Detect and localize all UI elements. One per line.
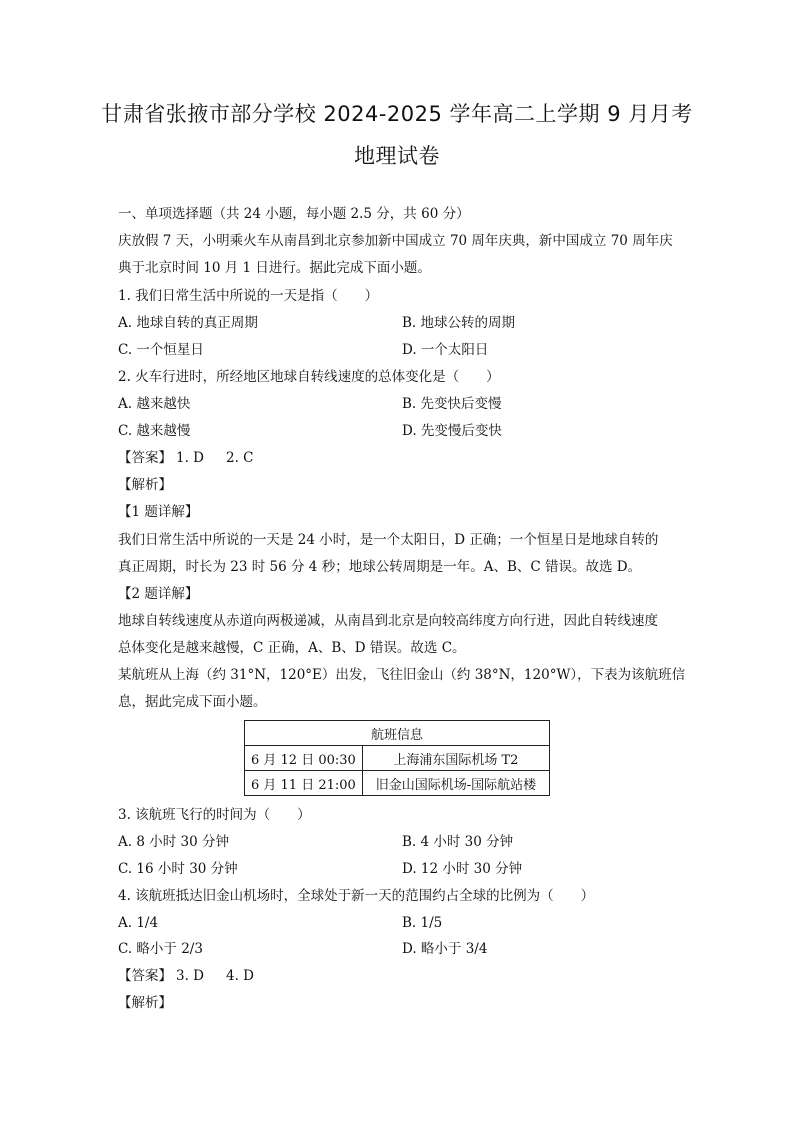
answer-line-2: [118, 967, 262, 985]
question-4-option-c: C. 略小于 2/3: [118, 941, 203, 957]
intro-text-1: 庆放假 7 天，小明乘火车从南昌到北京参加新中国成立 70 周年庆典，新中国成立 70 周年庆: [118, 233, 673, 249]
page-subtitle: 地理试卷: [354, 144, 440, 168]
table-cell-time: 6 月 11 日 21:00: [245, 771, 363, 796]
question-4-option-a: A. 1/4: [118, 915, 159, 931]
question-1-option-b: B. 地球公转的周期: [402, 315, 516, 331]
table-cell-place: 旧金山国际机场-国际航站楼: [362, 771, 549, 796]
answer-line-1: [118, 449, 262, 467]
answer-value: 2. C: [226, 450, 254, 466]
question-4-option-b: B. 1/5: [402, 915, 443, 931]
answer-value: 4. D: [226, 968, 254, 984]
question-4-stem: 4. 该航班抵达旧金山机场时，全球处于新一天的范围约占全球的比例为（ ）: [118, 888, 595, 904]
answer-label: 【答案】: [118, 968, 172, 984]
intro-text-4: 息，据此完成下面小题。: [118, 694, 267, 710]
question-2-option-b: B. 先变快后变慢: [402, 396, 502, 412]
detail-1-text: 真正周期，时长为 23 时 56 分 4 秒；地球公转周期是一年。A、B、C 错误。故选 D。: [118, 559, 642, 575]
question-1-option-a: A. 地球自转的真正周期: [118, 315, 258, 331]
question-2-option-c: C. 越来越慢: [118, 423, 191, 439]
table-row: [245, 771, 550, 796]
answer-value: 1. D: [176, 450, 204, 466]
flight-info-table: [244, 720, 550, 796]
question-3-option-d: D. 12 小时 30 分钟: [402, 861, 523, 877]
page-title: 甘肃省张掖市部分学校 2024-2025 学年高二上学期 9 月月考: [101, 102, 693, 126]
detail-2-text: 总体变化是越来越慢，C 正确，A、B、D 错误。故选 C。: [118, 640, 466, 656]
question-1-stem: 1. 我们日常生活中所说的一天是指（ ）: [118, 288, 379, 304]
table-row: [245, 746, 550, 771]
table-header: 航班信息: [245, 721, 550, 746]
intro-text-2: 典于北京时间 10 月 1 日进行。据此完成下面小题。: [118, 260, 431, 276]
detail-1-text: 我们日常生活中所说的一天是 24 小时，是一个太阳日，D 正确；一个恒星日是地球自转的: [118, 532, 659, 548]
detail-2-label: 【2 题详解】: [118, 586, 199, 602]
table-cell-place: 上海浦东国际机场 T2: [362, 746, 549, 771]
detail-2-text: 地球自转线速度从赤道向两极递减，从南昌到北京是向较高纬度方向行进，因此自转线速度: [118, 613, 658, 629]
intro-text-3: 某航班从上海（约 31°N，120°E）出发，飞往旧金山（约 38°N，120°W），下表为该航班信: [118, 667, 686, 683]
question-1-option-d: D. 一个太阳日: [402, 342, 489, 358]
section-heading: 一、单项选择题（共 24 小题，每小题 2.5 分，共 60 分）: [118, 206, 470, 222]
answer-label: 【答案】: [118, 450, 172, 466]
question-2-stem: 2. 火车行进时，所经地区地球自转线速度的总体变化是（ ）: [118, 369, 500, 385]
table-header-row: [245, 721, 550, 746]
question-3-stem: 3. 该航班飞行的时间为（ ）: [118, 807, 311, 823]
table-cell-time: 6 月 12 日 00:30: [245, 746, 363, 771]
detail-1-label: 【1 题详解】: [118, 504, 199, 520]
question-2-option-d: D. 先变慢后变快: [402, 423, 502, 439]
question-3-option-a: A. 8 小时 30 分钟: [118, 834, 229, 850]
question-3-option-b: B. 4 小时 30 分钟: [402, 834, 514, 850]
question-4-option-d: D. 略小于 3/4: [402, 941, 488, 957]
question-3-option-c: C. 16 小时 30 分钟: [118, 861, 238, 877]
analysis-label-2: 【解析】: [118, 995, 172, 1011]
question-1-option-c: C. 一个恒星日: [118, 342, 204, 358]
analysis-label-1: 【解析】: [118, 477, 172, 493]
question-2-option-a: A. 越来越快: [118, 396, 191, 412]
answer-value: 3. D: [176, 968, 204, 984]
